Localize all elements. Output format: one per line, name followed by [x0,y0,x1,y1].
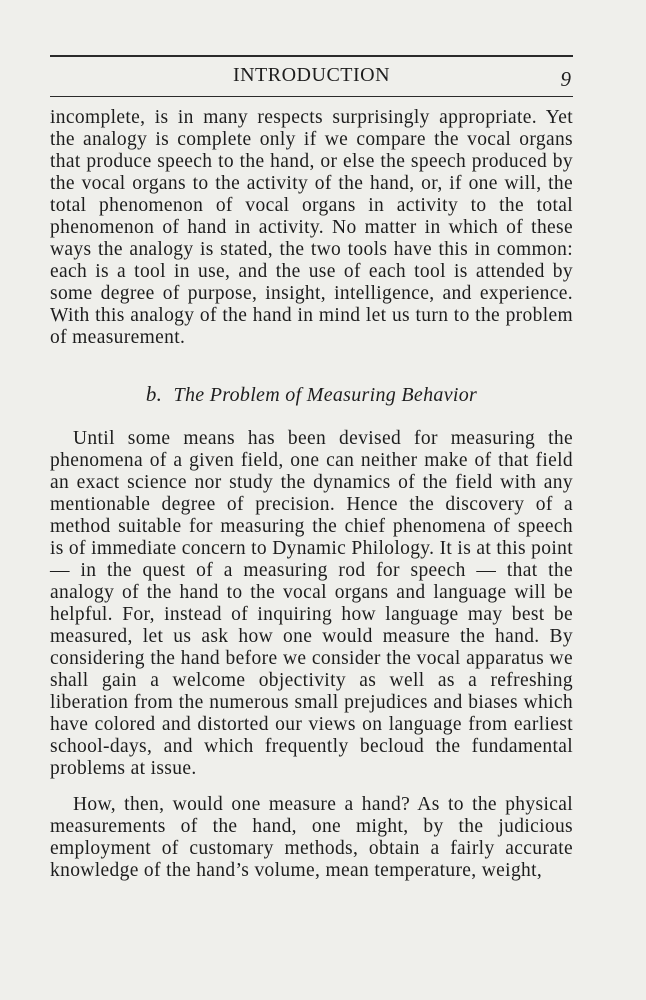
running-head [50,64,573,90]
paragraph-text: incomplete, is in many respects surprisingly appropriate. Yet the analogy is complete only if we compare the vocal organs that produce speech to the hand, or else the speech produced by the vocal organs to the activity of the hand, or, if one will, the total phenomenon of vocal organs in activity to the total phenomenon of hand in activity. No matter in which of these ways the analogy is stated, the two tools have this in common: each is a tool in use, and the use of each tool is attended by some degree of purpose, insight, intelligence, and experience. With this analogy of the hand in mind let us turn to the problem of measurement. [50,107,573,348]
page-number: 9 [560,67,571,91]
section-letter: b. [145,382,163,406]
running-title: INTRODUCTION [232,64,391,86]
paragraph-measurement [50,428,573,780]
paragraph-text: Until some means has been devised for measuring the phenomena of a given field, one can neither make of that field an exact science nor study the dynamics of the field with any mentionable degree of precision. Hence the discovery of a method suitable for measuring the chief phenomena of speech is of immediate concern to Dynamic Philology. It is at this point — in the quest of a measuring rod for speech — that the analogy of the hand to the vocal organs and language will be helpful. For, instead of inquiring how language may best be measured, let us ask how one would measure the hand. By considering the hand before we consider the vocal apparatus we shall gain a welcome objectivity as well as a refreshing liberation from the numerous small prejudices and biases which have colored and distorted our views on language from earliest school-days, and which frequently becloud the fundamental problems at issue. [50,428,573,779]
paragraph-text: How, then, would one measure a hand? As to the physical measurements of the hand, one might, by the judicious employment of customary methods, obtain a fairly accurate knowledge of the hand’s volume, mean temperature, weight, [50,794,573,881]
section-heading [50,382,573,407]
paragraph-continued [50,107,573,349]
section-title: The Problem of Measuring Behavior [173,384,478,406]
header-top-rule [50,55,573,57]
paragraph-hand [50,794,573,882]
header-bottom-rule [50,96,573,97]
